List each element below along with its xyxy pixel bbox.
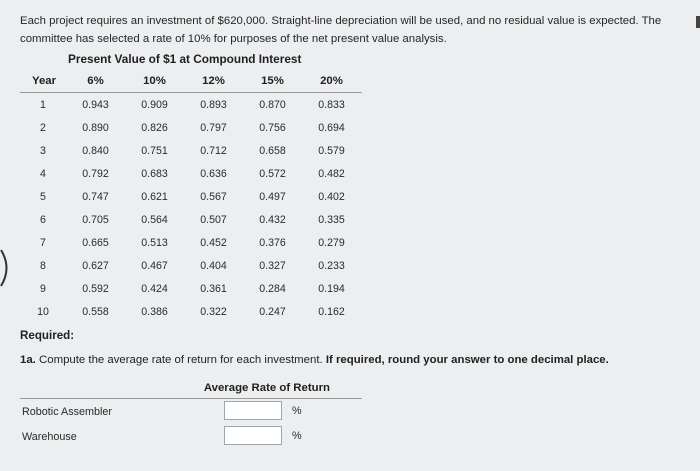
pv-year-cell: 3 [40, 144, 46, 157]
pv-factor-cell: 0.705 [82, 214, 109, 227]
robotic-assembler-input[interactable] [224, 401, 282, 420]
arr-row-name: Warehouse [22, 431, 77, 443]
pv-table-row [20, 301, 362, 324]
pv-factor-cell: 0.162 [318, 306, 345, 319]
pv-table-row [20, 232, 362, 255]
pv-factor-cell: 0.943 [82, 98, 109, 111]
pv-factor-cell: 0.567 [200, 190, 227, 203]
question-number: 1a. [20, 354, 36, 366]
pv-factor-cell: 0.636 [200, 167, 227, 180]
pv-factor-cell: 0.424 [141, 283, 168, 296]
pv-year-cell: 9 [40, 283, 46, 296]
pv-factor-cell: 0.756 [259, 121, 286, 134]
pv-header-10pct: 10% [143, 75, 166, 87]
pv-factor-cell: 0.870 [259, 98, 286, 111]
pv-factor-cell: 0.683 [141, 167, 168, 180]
pv-table-row [20, 208, 362, 231]
pv-table-row [20, 185, 362, 208]
pv-factor-cell: 0.194 [318, 283, 345, 296]
pv-table-row [20, 93, 362, 116]
pv-year-cell: 4 [40, 167, 46, 180]
pv-year-cell: 2 [40, 121, 46, 134]
pv-header-20pct: 20% [320, 75, 343, 87]
pv-header-year: Year [32, 75, 57, 87]
intro-text [20, 12, 685, 48]
pv-year-cell: 1 [40, 98, 46, 111]
arr-row-warehouse [20, 424, 362, 449]
pv-factor-cell: 0.909 [141, 98, 168, 111]
pv-factor-cell: 0.751 [141, 144, 168, 157]
pv-header-6pct: 6% [87, 75, 104, 87]
pv-factor-cell: 0.322 [200, 306, 227, 319]
pv-factor-cell: 0.361 [200, 283, 227, 296]
percent-unit: % [292, 405, 302, 417]
pv-table-row [20, 278, 362, 301]
pv-factor-cell: 0.386 [141, 306, 168, 319]
pv-factor-cell: 0.482 [318, 167, 345, 180]
pv-header-15pct: 15% [261, 75, 284, 87]
pv-table-title: Present Value of $1 at Compound Interest [68, 52, 302, 66]
question-text: Compute the average rate of return for each investment. [39, 354, 323, 366]
required-label: Required: [20, 329, 75, 342]
pv-year-cell: 6 [40, 214, 46, 227]
pv-factor-cell: 0.826 [141, 121, 168, 134]
pv-year-cell: 8 [40, 260, 46, 273]
pv-table-row [20, 162, 362, 185]
pv-year-cell: 5 [40, 190, 46, 203]
intro-line-1: Each project requires an investment of $620,000. Straight-line depreciation will be used, and no residual value is expected. The [20, 15, 662, 27]
edge-marker [696, 16, 700, 28]
pv-table-header [20, 70, 362, 93]
pv-year-cell: 7 [40, 237, 46, 250]
arr-row-robotic-assembler [20, 399, 362, 424]
pv-factor-cell: 0.747 [82, 190, 109, 203]
pv-table-row [20, 116, 362, 139]
pv-factor-cell: 0.507 [200, 214, 227, 227]
pv-factor-cell: 0.335 [318, 214, 345, 227]
pv-factor-cell: 0.327 [259, 260, 286, 273]
pv-factor-cell: 0.513 [141, 237, 168, 250]
pv-factor-cell: 0.797 [200, 121, 227, 134]
pv-factor-cell: 0.233 [318, 260, 345, 273]
pv-factor-cell: 0.284 [259, 283, 286, 296]
pv-factor-cell: 0.467 [141, 260, 168, 273]
pv-table-row [20, 139, 362, 162]
pv-factor-cell: 0.279 [318, 237, 345, 250]
pv-factor-cell: 0.452 [200, 237, 227, 250]
scroll-edge-arc-icon [0, 248, 14, 288]
question-hint: If required, round your answer to one decimal place. [325, 354, 609, 366]
pv-factor-cell: 0.665 [82, 237, 109, 250]
pv-factor-cell: 0.833 [318, 98, 345, 111]
pv-factor-cell: 0.840 [82, 144, 109, 157]
pv-factor-cell: 0.564 [141, 214, 168, 227]
pv-header-12pct: 12% [202, 75, 225, 87]
warehouse-input[interactable] [224, 426, 282, 445]
pv-factor-cell: 0.893 [200, 98, 227, 111]
pv-factor-cell: 0.376 [259, 237, 286, 250]
pv-factor-cell: 0.627 [82, 260, 109, 273]
pv-factor-cell: 0.579 [318, 144, 345, 157]
pv-factor-cell: 0.432 [259, 214, 286, 227]
pv-factor-cell: 0.890 [82, 121, 109, 134]
pv-factor-cell: 0.712 [200, 144, 227, 157]
present-value-table [20, 70, 362, 324]
pv-factor-cell: 0.247 [259, 306, 286, 319]
pv-factor-cell: 0.621 [141, 190, 168, 203]
pv-factor-cell: 0.792 [82, 167, 109, 180]
arr-row-name: Robotic Assembler [22, 406, 113, 418]
pv-factor-cell: 0.694 [318, 121, 345, 134]
pv-factor-cell: 0.497 [259, 190, 286, 203]
pv-year-cell: 10 [37, 306, 49, 319]
pv-factor-cell: 0.572 [259, 167, 286, 180]
arr-header: Average Rate of Return [20, 378, 362, 399]
pv-factor-cell: 0.558 [82, 306, 109, 319]
question-1a [20, 354, 609, 366]
pv-factor-cell: 0.402 [318, 190, 345, 203]
pv-table-row [20, 255, 362, 278]
pv-factor-cell: 0.404 [200, 260, 227, 273]
intro-line-2: committee has selected a rate of 10% for purposes of the net present value analysis. [20, 33, 447, 45]
pv-table-body [20, 93, 362, 324]
percent-unit: % [292, 430, 302, 442]
pv-factor-cell: 0.592 [82, 283, 109, 296]
average-rate-table [20, 378, 362, 449]
pv-factor-cell: 0.658 [259, 144, 286, 157]
